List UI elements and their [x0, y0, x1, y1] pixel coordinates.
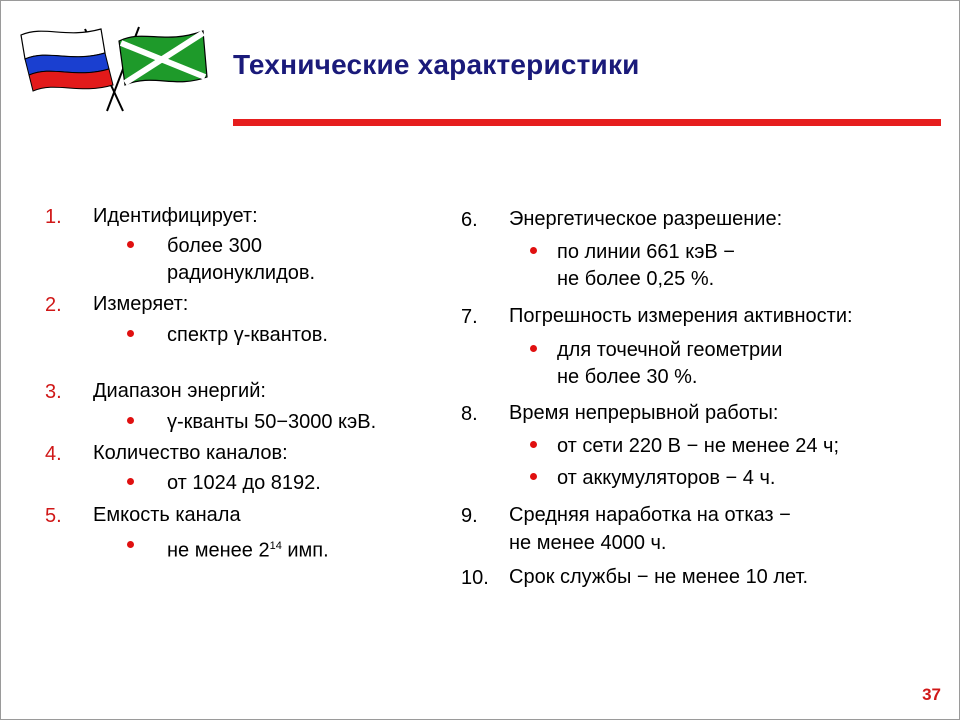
item-number: 7. — [461, 306, 478, 328]
item-text: Идентифицирует: — [93, 205, 258, 227]
item-number: 1. — [45, 206, 62, 228]
bullet-text: от сети 220 В − не менее 24 ч; — [557, 435, 840, 457]
bullet-icon — [127, 478, 134, 485]
bullet-text: от аккумуляторов − 4 ч. — [557, 467, 776, 489]
item-text: Измеряет: — [93, 293, 189, 315]
bullet-icon — [127, 417, 134, 424]
bullet-icon — [530, 247, 537, 254]
exponent: 14 — [269, 540, 282, 552]
bullet-text: более 300 — [167, 235, 262, 257]
item-text: Энергетическое разрешение: — [509, 208, 783, 230]
item-text: не менее 4000 ч. — [509, 532, 667, 554]
item-number: 5. — [45, 505, 62, 527]
item-text: Погрешность измерения активности: — [509, 305, 853, 327]
item-number: 10. — [461, 567, 489, 589]
item-number: 6. — [461, 209, 478, 231]
bullet-text: не менее $2^{14}$ имп. — [167, 539, 329, 562]
bullet-text: радионуклидов. — [167, 262, 316, 284]
title-underline — [233, 119, 941, 126]
slide-title: Технические характеристики — [233, 49, 640, 80]
green-saltire-flag-icon — [119, 31, 207, 85]
bullet-text: от 1024 до 8192. — [167, 472, 321, 494]
item-text: Количество каналов: — [93, 442, 288, 464]
item-number: 3. — [45, 381, 62, 403]
item-text: Срок службы − не менее 10 лет. — [509, 566, 808, 588]
bullet-icon — [127, 541, 134, 548]
bullet-text: спектр γ-квантов. — [167, 324, 328, 346]
page-number: 37 — [922, 685, 941, 704]
item-number: 4. — [45, 443, 62, 465]
bullet-icon — [530, 345, 537, 352]
bullet-icon — [530, 473, 537, 480]
bullet-icon — [127, 330, 134, 337]
bullet-icon — [127, 241, 134, 248]
item-number: 8. — [461, 403, 478, 425]
item-text: Емкость канала — [93, 504, 241, 526]
item-number: 2. — [45, 294, 62, 316]
bullet-text: для точечной геометрии — [557, 339, 783, 361]
bullet-text: γ-кванты 50−3000 кэВ. — [167, 411, 377, 433]
item-text: Диапазон энергий: — [93, 380, 266, 402]
bullet-text: не более 0,25 %. — [557, 268, 715, 290]
item-text: Время непрерывной работы: — [509, 402, 779, 424]
flags-logo — [15, 23, 215, 115]
russia-flag-icon — [21, 29, 113, 91]
bullet-text: не более 30 %. — [557, 366, 698, 388]
bullet-text: по линии 661 кэВ − — [557, 241, 735, 263]
item-number: 9. — [461, 505, 478, 527]
item-text: Средняя наработка на отказ − — [509, 504, 791, 526]
bullet-icon — [530, 441, 537, 448]
